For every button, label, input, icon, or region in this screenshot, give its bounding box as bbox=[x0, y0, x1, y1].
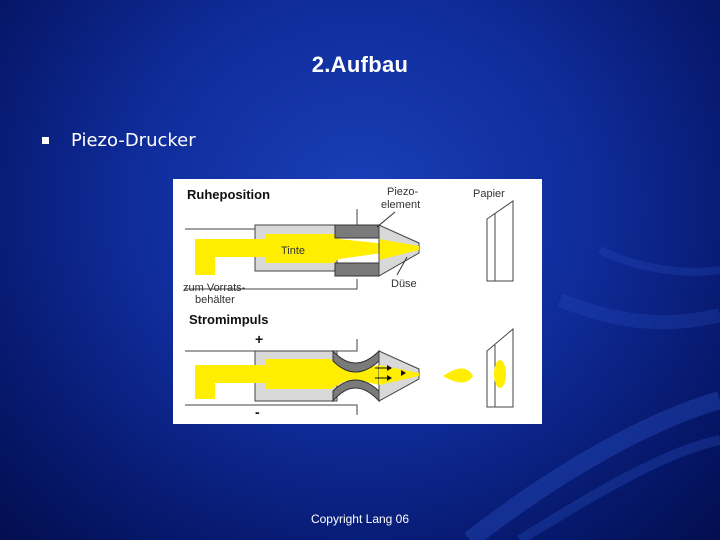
rest-position-label: Ruheposition bbox=[187, 187, 271, 202]
paper-label: Papier bbox=[473, 188, 505, 200]
reservoir-label-2: behälter bbox=[195, 294, 235, 306]
reservoir-label-1: zum Vorrats- bbox=[183, 282, 246, 294]
ink-label: Tinte bbox=[281, 245, 306, 257]
piezo-printer-diagram bbox=[173, 179, 542, 424]
ink-dot-on-paper bbox=[494, 360, 506, 388]
slide-title: 2.Aufbau bbox=[311, 52, 409, 77]
piezo-label-2: element bbox=[381, 199, 421, 211]
bullet-square-icon bbox=[42, 137, 49, 144]
minus-label: - bbox=[255, 404, 260, 420]
ink-droplet bbox=[443, 369, 473, 383]
plus-label: + bbox=[255, 331, 264, 347]
footer-copyright: Copyright Lang 06 bbox=[310, 512, 410, 526]
pulse-label: Stromimpuls bbox=[189, 312, 269, 327]
piezo-element-top bbox=[335, 225, 379, 238]
piezo-element-bottom bbox=[335, 263, 379, 276]
paper-sheet-rest bbox=[487, 201, 513, 281]
bullet-item bbox=[42, 130, 196, 151]
bullet-text: Piezo-Drucker bbox=[71, 130, 196, 151]
nozzle-label: Düse bbox=[391, 278, 417, 290]
piezo-label-1: Piezo- bbox=[387, 186, 419, 198]
